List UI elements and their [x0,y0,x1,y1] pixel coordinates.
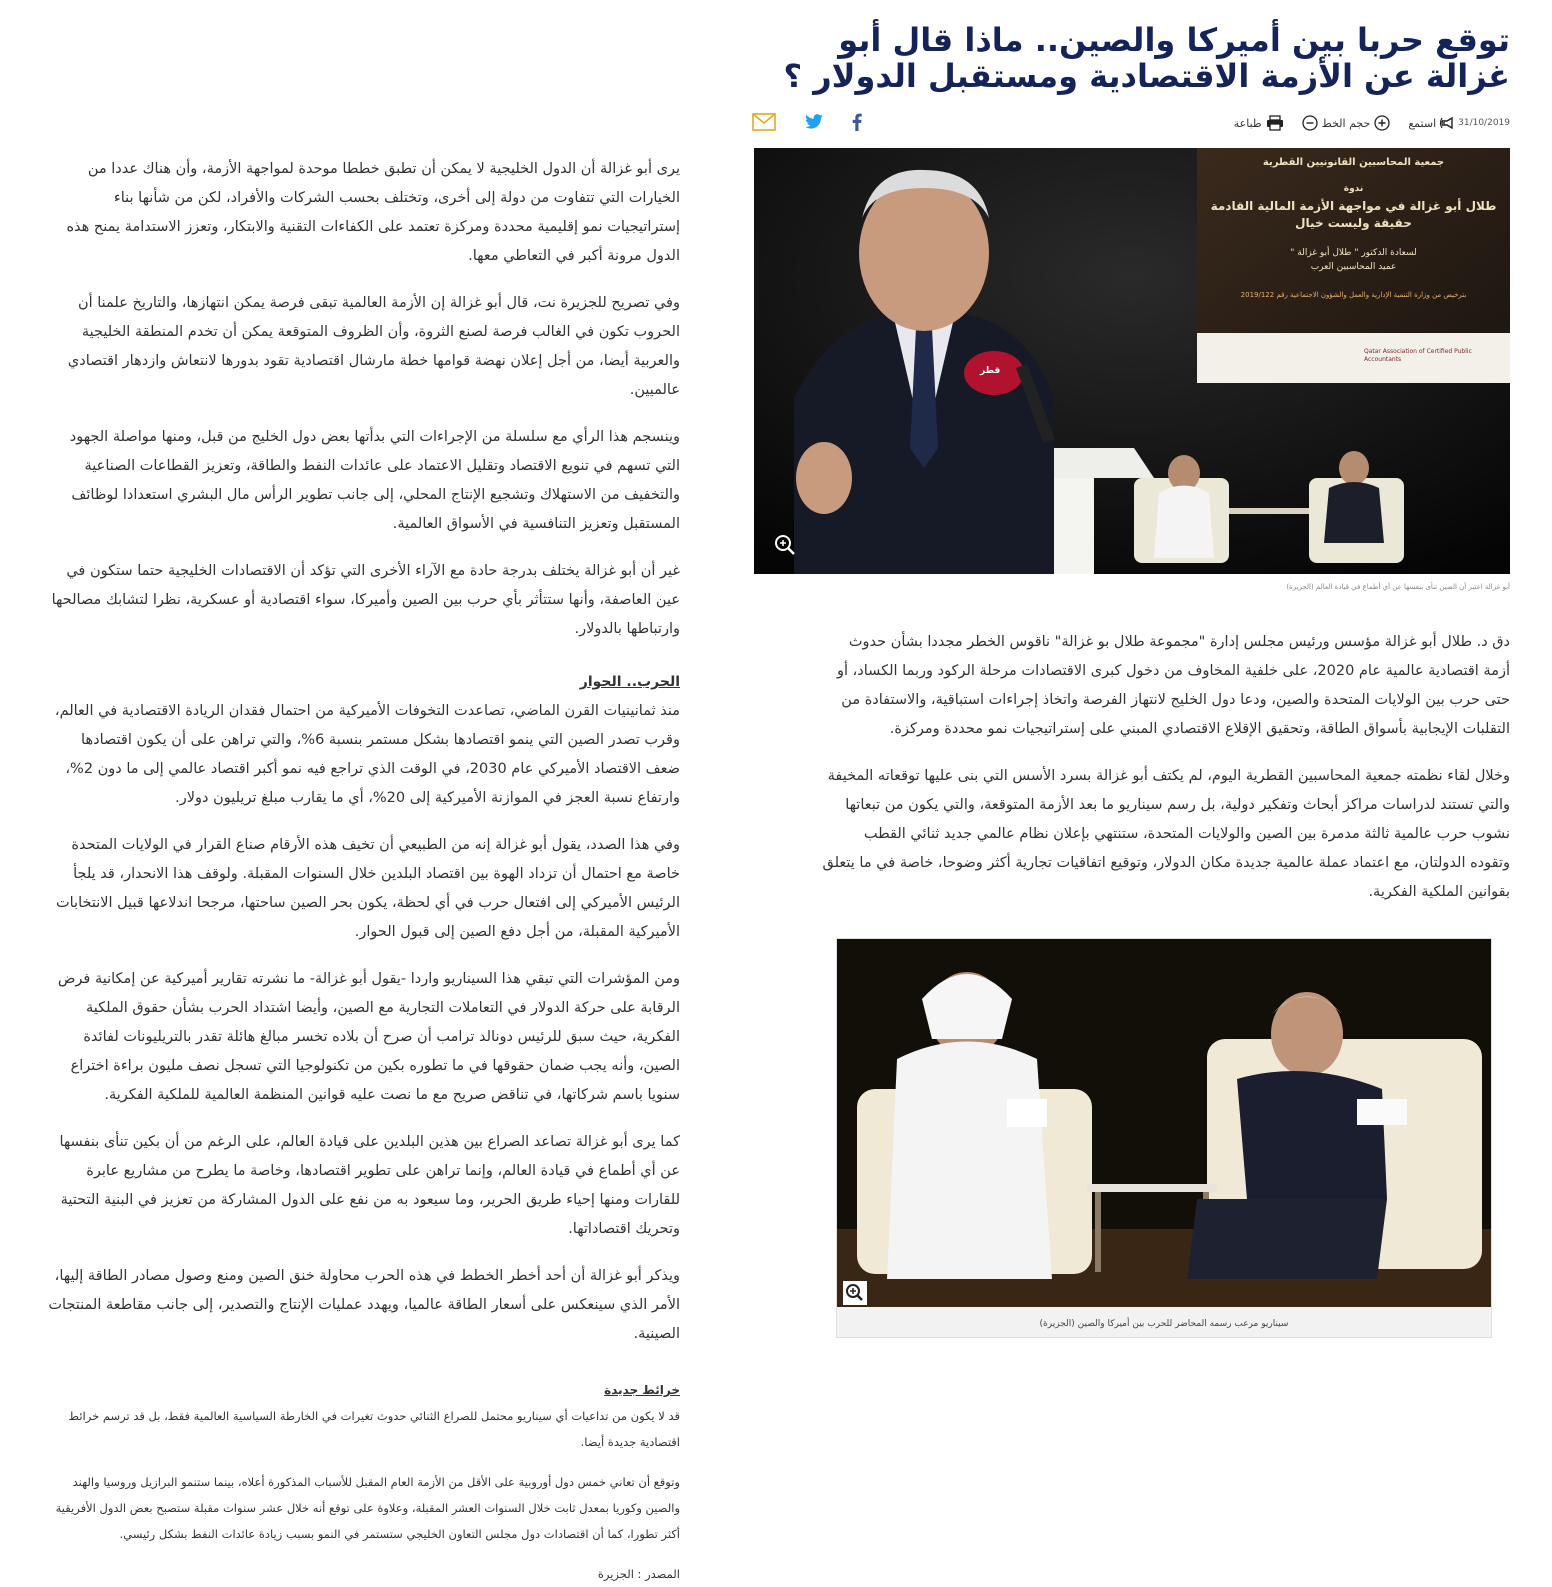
paragraph: كما يرى أبو غزالة تصاعد الصراع بين هذين البلدين على قيادة العالم، على الرغم من أن بكين تنأى بنفسها عن أي أطماع في قيادة العالم، وإنما تراهن على تطوير اقتصادها، وخاصة ما يطرح من مشاريع عابرة للقارات ومنها إحياء طريق الحرير، وما سيعود به من نفع على الدول المشاركة من تعزيز في البنية التحتية وتحريك اقتصاداتها. [59,1134,680,1237]
banner-title: طلال أبو غزالة في مواجهة الأزمة المالية القادمة حقيقة وليست خيال [1210,199,1497,230]
print-label: طباعة [1233,116,1262,130]
speaker-icon [1440,115,1458,131]
paragraph: منذ ثمانينيات القرن الماضي، تصاعدت التخوفات الأميركية من احتمال فقدان الريادة الاقتصادية في العالم، وقرب تصدر الصين التي ينمو اقتصادها بشكل مستمر بنسبة 6%، والتي تراهن على أن يكون اقتصادها ضعف الاقتصاد الأميركي عام 2030، في الوقت الذي تراجع فيه نمو أكبر اقتصاد عالمي إلى ما دون 2%، وارتفاع نسبة العجز في الموازنة الأميركية إلى 20%، أي ما يقارب مبلغ تريليون دولار. [54,703,680,806]
paragraph: وينسجم هذا الرأي مع سلسلة من الإجراءات التي بدأتها بعض دول الخليج من قبل، ومنها مواصلة الجهود التي تسهم في تنويع الاقتصاد وتقليل الاعتماد على عائدات النفط والطاقة، وتعزيز القطاعات الصناعية والتخفيف من الاستهلاك وتشجيع الإنتاج المحلي، إلى جانب تطوير الرأس مال البشري استعدادا لوظائف المستقبل وتعزيز التنافسية في الأسواق العالمية. [69,429,680,532]
paragraph: ويذكر أبو غزالة أن أحد أخطر الخطط في هذه الحرب محاولة خنق الصين ومنع وصول مصادر الطاقة إليها، الأمر الذي سينعكس على أسعار الطاقة عالميا، ويهدد عمليات الإنتاج والتصدير، إلى جانب مقاطعة المنتجات الصينية. [48,1268,680,1342]
article-title: توقع حربا بين أميركا والصين.. ماذا قال أبو غزالة عن الأزمة الاقتصادية ومستقبل الدولار ؟ [783,21,1510,95]
email-share-icon[interactable] [752,113,776,134]
listen-label: استمع [1408,116,1437,130]
banner-license: بترخيص من وزارة التنمية الإدارية والعمل والشؤون الاجتماعية رقم 2019/122 [1240,291,1467,299]
banner-event: ندوة [1343,184,1364,194]
publish-date: 31/10/2019 [1458,118,1510,128]
banner-text [1202,156,1505,302]
banner-speaker: لسعادة الدكتور " طلال أبو غزالة " [1290,248,1417,258]
share-bar [752,113,862,134]
article-body-right [822,628,1510,925]
paragraph: وفي هذا الصدد، يقول أبو غزالة إنه من الطبيعي أن تخيف هذه الأرقام صناع القرار في الولايات المتحدة خاصة مع احتمال أن تزداد الهوة بين اقتصاد البلدين خلال السنوات المقبلة. ولوقف هذا الانحدار، قد يلجأ الرئيس الأميركي إلى افتعال حرب في أي لحظة، يكون بحر الصين ساحتها، مرجحا اندلاعها قبيل الانتخابات الأميركية المقبلة، من أجل دفع الصين إلى قبول الحوار. [55,837,680,940]
paragraph: ومن المؤشرات التي تبقي هذا السيناريو واردا -يقول أبو غزالة- ما نشرته تقارير أميركية عن إمكانية فرض الرقابة على حركة الدولار في التعاملات التجارية مع الصين، وأيضا اشتداد الحرب بشأن حقوق الملكية الفكرية، حيث سبق للرئيس دونالد ترامب أن صرح أن بلاده تخسر مبالغ هائلة تقدر بالتريليونات لفائدة الصين، وأنه يجب ضمان حقوقها في ما تطوره بكين من تكنولوجيا التي تسجل نصف مليون براءة اختراع سنويا باسم شركاتها، في تناقض صريح مع ما نصت عليه قوانين المنظمة العالمية للملكية الفكرية. [57,971,680,1103]
reading-tools [1216,115,1458,131]
hero-caption: أبو غزالة اعتبر أن الصين تنأى بنفسها عن أي أطماع في قيادة العالم (الجزيرة) [1286,583,1510,591]
paragraph: وتوقع أن تعاني خمس دول أوروبية على الأقل من الأزمة العام المقبل للأسباب المذكورة أعلاه، بينما ستنمو البرازيل وروسيا والهند والصين وكوريا بمعدل ثابت خلال السنوات العشر المقبلة، وعلاوة على توقع أنه خلال عشر سنوات مقبلة ستصبح بعض الدول الأفريقية أكثر تطورا، كما أن اقتصادات دول مجلس التعاون الخليجي ستستمر في النمو بسبب زيادة عائدات النفط بشكل رئيسي. [55,1475,680,1541]
section-heading-maps: خرائط جديدة [604,1383,680,1397]
second-photo-figure [836,938,1492,1338]
zoom-icon[interactable] [774,534,796,556]
font-size-label: حجم الخط [1321,116,1371,130]
listen-button[interactable] [1408,115,1458,131]
hero-image[interactable] [754,148,1510,574]
paragraph: دق د. طلال أبو غزالة مؤسس ورئيس مجلس إدارة "مجموعة طلال بو غزالة" ناقوس الخطر مجددا بشأن حدوث أزمة اقتصادية عالمية عام 2020، على خلفية المخاوف من دخول كبرى الاقتصادات مرحلة الركود وربما الكساد، أو حتى حرب بين الولايات المتحدة والصين، ودعا دول الخليج لانتهاز الفرصة واتخاذ إجراءات استباقية، والاستفادة من التقلبات الإيجابية بأسواق الطاقة، وتحقيق الإقلاع الاقتصادي المبني على إستراتيجيات نمو محددة ومركزة. [836,634,1510,737]
second-photo-caption: سيناريو مرعب رسمه المحاضر للحرب بين أميركا والصين (الجزيرة) [1039,1319,1289,1329]
facebook-share-icon[interactable] [852,113,862,134]
paragraph: يرى أبو غزالة أن الدول الخليجية لا يمكن أن تطبق خططا موحدة لمواجهة الأزمة، وأن هناك عددا من الخيارات التي تتفاوت من دولة إلى أخرى، وتختلف بحسب الشركات والأفراد، لكن من شأنها بناء إستراتيجيات نمو إقليمية محددة ومركزة تعتمد على الكفاءات التقنية والابتكار، وتعزز الاستدامة يمنح هذه الدول مرونة أكبر في التعاطي معها. [66,161,680,264]
paragraph: قد لا يكون من تداعيات أي سيناريو محتمل للصراع الثنائي حدوث تغيرات في الخارطة السياسية العالمية فقط، بل قد ترسم خرائط اقتصادية جديدة أيضا. [68,1409,680,1449]
twitter-share-icon[interactable] [804,114,824,133]
paragraph: غير أن أبو غزالة يختلف بدرجة حادة مع الآراء الأخرى التي تؤكد أن الاقتصادات الخليجية حتما ستكون في عين العاصفة، وأنها ستتأثر بأي حرب بين الصين وأميركا، سواء اقتصادية أو عسكرية، نظرا لتشابك مصالحها وارتباطها بالدولار. [51,563,680,637]
article-source: المصدر : الجزيرة [597,1567,680,1581]
article-body-left [44,155,680,1587]
section-heading-war: الحرب.. الحوار [579,674,680,690]
font-decrease-icon[interactable] [1302,115,1318,131]
paragraph: وخلال لقاء نظمته جمعية المحاسبين القطرية اليوم، لم يكتف أبو غزالة بسرد الأسس التي بنى عليها توقعاته المخيفة والتي تستند لدراسات مراكز أبحاث وتفكير دولية، بل رسم سيناريو ما بعد الأزمة المتوقعة، والتي يكون من تبعاتها نشوب حرب عالمية ثالثة مدمرة بين الصين والولايات المتحدة، ستنتهي بإعلان نظام عالمي جديد ثنائي القطب وتقوده الدولتان، مع اعتماد عملة عالمية جديدة مكان الدولار، وتوقيع اتفاقيات تجارية أكثر وضوحا، خاصة في ما يتعلق بقوانين الملكية الفكرية. [822,768,1510,900]
paragraph: وفي تصريح للجزيرة نت، قال أبو غزالة إن الأزمة العالمية تبقى فرصة يمكن انتهازها، والتاريخ علمنا أن الحروب تكون في الغالب فرصة لصنع الثروة، وأن الظروف المتوقعة يمكن أن تخدم المنطقة الخليجية والعربية أيضا، من أجل إعلان نهضة قوامها خطة مارشال اقتصادية تقود بدورها لانتعاش وازدهار اقتصادي عالميين. [67,295,680,398]
font-size-control [1302,115,1391,131]
print-button[interactable] [1234,115,1284,131]
mic-label: قطر [980,366,1001,376]
banner-speaker-role: عميد المحاسبين العرب [1310,262,1397,272]
font-increase-icon[interactable] [1374,115,1390,131]
banner-org: جمعية المحاسبين القانونيين القطرية [1262,157,1445,168]
second-photo[interactable] [837,939,1491,1307]
article-toolbar [752,110,1510,136]
printer-icon [1266,115,1284,131]
zoom-icon[interactable] [843,1281,867,1305]
banner-logo-text: Qatar Association of Certified Public Accountants [1364,348,1472,363]
